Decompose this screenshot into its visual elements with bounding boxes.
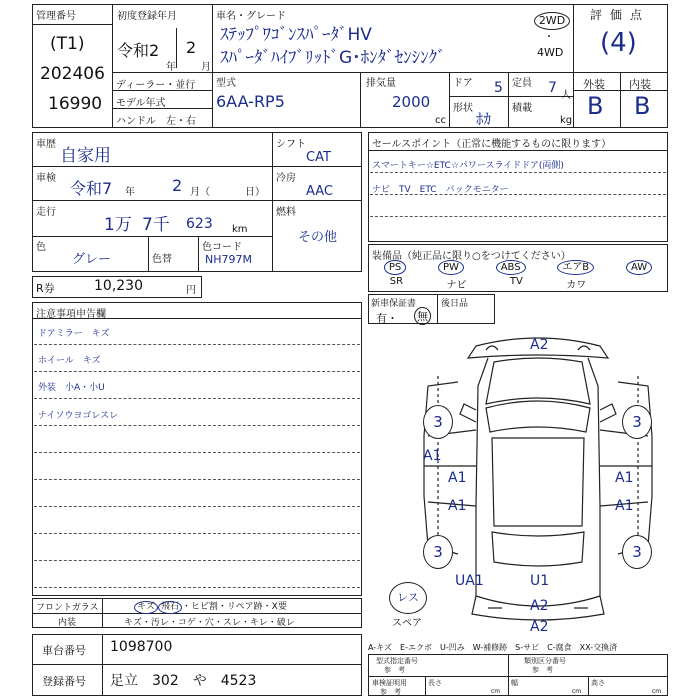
chassis-label: 車台番号 <box>42 644 86 657</box>
mgmt-label: 管理番号 <box>36 11 76 22</box>
damage-rear-bumper: A2 <box>530 598 549 614</box>
mileage-rest: 623 <box>186 216 213 232</box>
mgmt-code: (T1) <box>50 34 85 54</box>
drive-separator: ・ <box>544 32 554 43</box>
height-unit: cm <box>652 688 662 695</box>
inspection-era: 令和7 <box>70 179 113 198</box>
equip-abs: ABS <box>496 260 526 275</box>
note-rule <box>34 344 360 345</box>
glass-scratch: キズ <box>134 601 158 614</box>
inspection-month: 2 <box>172 176 183 195</box>
damage-left-rear-door: A1 <box>448 498 467 514</box>
aircon: AAC <box>306 184 333 199</box>
fuel: その他 <box>298 230 338 245</box>
color-change-label: 色替 <box>152 254 172 265</box>
color-code: NH797M <box>205 253 252 266</box>
interior-grade: B <box>634 92 651 120</box>
reg-cert-ref: 参 考 <box>380 688 401 696</box>
color-code-label: 色コード <box>202 242 242 253</box>
color-label: 色 <box>36 242 46 253</box>
car-name-line2: ｽﾊﾟｰﾀﾞﾊｲﾌﾞﾘｯﾄﾞG･ﾎﾝﾀﾞｾﾝｼﾝｸﾞ <box>220 48 446 68</box>
mileage-unit: km <box>232 224 248 235</box>
car-name-line1: ｽﾃｯﾌﾟﾜｺﾞﾝｽﾊﾟｰﾀﾞHV <box>220 25 372 45</box>
note-rule <box>34 452 360 453</box>
tyre-rear-right: 3 <box>622 535 652 569</box>
selling-point-2: ナビ TV ETC バックモニター <box>372 185 509 195</box>
shift-label: シフト <box>276 139 306 150</box>
note-rule <box>34 533 360 534</box>
first-reg-month: 2 <box>186 38 197 57</box>
front-glass-items <box>134 599 287 614</box>
selling-points-title: セールスポイント（正常に機能するものに限ります） <box>372 139 612 150</box>
selling-point-1: スマートキー☆ETC☆パワースライドドア(両側) <box>372 161 564 171</box>
recycle-label: R券 <box>36 282 55 295</box>
equip-ps: PS <box>384 260 406 275</box>
note-line-4: ナイソウヨゴレスレ <box>38 411 119 421</box>
doors: 5 <box>494 80 503 96</box>
equipment-row-1 <box>368 260 668 275</box>
history-label: 車歴 <box>36 139 56 150</box>
load-label: 積載 <box>512 103 532 114</box>
plate-label: 登録番号 <box>42 675 86 688</box>
note-line-2: ホイール キズ <box>38 356 101 366</box>
damage-left-front-door: A1 <box>448 470 467 486</box>
transfer-label: 後日品 <box>441 299 469 309</box>
height-label: 高さ <box>591 679 605 687</box>
note-line-1: ドアミラー キズ <box>38 329 110 339</box>
equip-tv: TV <box>509 276 523 287</box>
class-label: 類別区分番号 <box>524 657 566 665</box>
front-glass-label: フロントガラス <box>36 603 99 613</box>
inspection-day-unit: 日） <box>245 187 265 198</box>
interior-label: 内装 <box>629 78 651 91</box>
capacity-label: 定員 <box>512 78 532 89</box>
damage-right-front-door: A1 <box>615 470 634 486</box>
mileage-10k: 1万 <box>104 215 132 235</box>
eval-score: (4) <box>600 28 637 58</box>
equipment-row-2 <box>368 276 608 291</box>
notes-section <box>32 302 362 596</box>
equip-sr: SR <box>389 276 404 287</box>
capacity-unit: 人 <box>561 90 571 101</box>
equipment-title: 装備品（純正品に限り○をつけてください） <box>372 251 571 262</box>
equip-leather: カワ <box>566 280 587 291</box>
drive-4wd: 4WD <box>537 46 564 59</box>
damage-right-rear-door: A1 <box>615 498 634 514</box>
reg-cert-label: 車検証明用 <box>372 679 407 687</box>
notes-title: 注意事項申告欄 <box>36 309 106 320</box>
warranty-selected: 無 <box>414 307 431 325</box>
first-reg-label: 初度登録年月 <box>117 11 177 22</box>
doors-label: ドア <box>453 78 473 89</box>
color: グレー <box>72 252 112 267</box>
displacement-unit: cc <box>435 115 446 126</box>
model-type-label: 型式 <box>216 78 236 89</box>
shift: CAT <box>306 150 331 165</box>
handle-label: ハンドル 左・右 <box>116 116 196 127</box>
note-rule <box>34 371 360 372</box>
interior-cond-label: 内装 <box>58 618 77 628</box>
damage-rear-panel: A2 <box>530 619 549 635</box>
damage-left-fender: A1 <box>423 448 442 464</box>
inspection-label: 車検 <box>36 173 56 184</box>
equip-pw: PW <box>438 260 464 275</box>
damage-code-legend: A-キズ E-エクボ U-凹み W-補修跡 S-サビ C-腐食 XX-交換済 <box>368 643 618 652</box>
interior-cond-items: キズ・汚レ・コゲ・穴・スレ・キレ・破レ <box>124 618 295 628</box>
class-ref: 参 考 <box>532 666 553 674</box>
displacement: 2000 <box>392 93 431 111</box>
first-reg-era: 令和2 <box>117 41 160 60</box>
history: 自家用 <box>60 146 111 166</box>
aircon-label: 冷房 <box>276 173 296 184</box>
name-label: 車名・グレード <box>216 11 286 22</box>
spare-caption: スペア <box>392 618 422 629</box>
model-spec-label: 型式指定番号 <box>376 657 418 665</box>
load-unit: kg <box>560 115 573 126</box>
first-reg-year-unit: 年 <box>166 62 176 73</box>
length-label: 長さ <box>428 679 442 687</box>
model-year-label: モデル年式 <box>116 98 166 109</box>
recycle-unit: 円 <box>186 285 196 296</box>
fuel-label: 燃料 <box>276 207 296 218</box>
width-unit: cm <box>572 688 582 695</box>
shape-label: 形状 <box>453 103 473 114</box>
inspection-month-unit: 月（ <box>190 187 210 198</box>
chassis-number: 1098700 <box>110 639 173 655</box>
displacement-label: 排気量 <box>366 78 396 89</box>
first-reg-month-unit: 月 <box>201 62 211 73</box>
mgmt-number-2: 16990 <box>48 94 103 114</box>
model-type: 6AA-RP5 <box>216 92 285 111</box>
warranty-label: 新車保証書 <box>371 299 417 309</box>
note-rule <box>34 398 360 399</box>
plate-number: 足立 302 や 4523 <box>110 673 257 689</box>
shape: ﾎｶ <box>476 110 492 128</box>
tyre-front-right: 3 <box>622 405 652 439</box>
exterior-label: 外装 <box>583 78 605 91</box>
mgmt-number-1: 202406 <box>40 64 105 84</box>
width-label: 幅 <box>511 679 518 687</box>
warranty-options: 有・ <box>376 312 398 325</box>
model-spec-ref: 参 考 <box>384 666 405 674</box>
note-rule <box>34 587 360 588</box>
drive-2wd: 2WD <box>534 12 570 30</box>
spare-tyre: レス <box>389 582 427 614</box>
note-line-3: 外装 小A・小U <box>38 383 105 393</box>
dealer-label: ディーラー・並行 <box>116 80 196 91</box>
equip-navi: ナビ <box>446 280 467 291</box>
note-rule <box>34 479 360 480</box>
capacity: 7 <box>548 80 557 96</box>
note-rule <box>34 425 360 426</box>
mileage-label: 走行 <box>36 207 56 218</box>
length-unit: cm <box>491 688 501 695</box>
note-rule <box>34 560 360 561</box>
tyre-front-left: 3 <box>423 405 453 439</box>
damage-left-quarter: UA1 <box>455 573 484 589</box>
recycle-amount: 10,230 <box>94 278 143 294</box>
equip-aw: AW <box>626 260 652 275</box>
exterior-grade: B <box>587 92 604 120</box>
damage-back-door: U1 <box>530 573 550 589</box>
equip-airbag: エアB <box>557 260 594 275</box>
glass-chip: 飛石 <box>158 601 182 614</box>
inspection-year-unit: 年 <box>125 187 135 198</box>
glass-other: ・ヒビ割・リペア跡・X要 <box>181 602 287 612</box>
note-rule <box>34 506 360 507</box>
eval-label: 評価点 <box>590 8 651 22</box>
tyre-rear-left: 3 <box>423 535 453 569</box>
damage-front-bumper: A2 <box>530 337 549 353</box>
mileage-1k: 7千 <box>142 215 170 235</box>
